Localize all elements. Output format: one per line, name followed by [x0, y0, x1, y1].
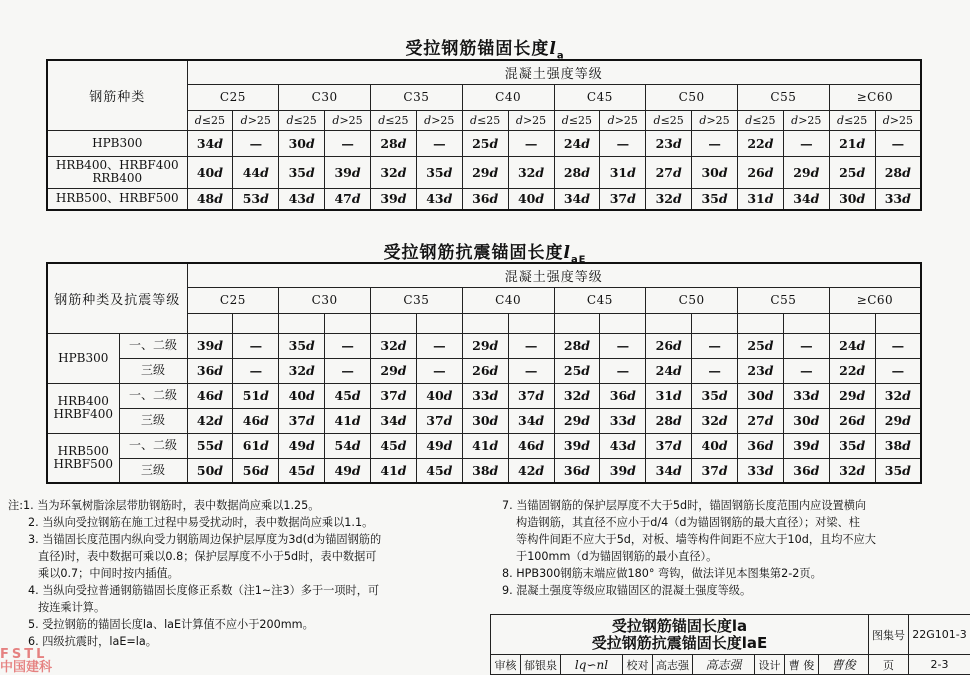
- anchorage-value: 39d: [371, 188, 417, 210]
- grade-4: C45: [554, 287, 646, 313]
- anchorage-value: 32d: [646, 188, 692, 210]
- anchorage-value: 37d: [371, 383, 417, 408]
- notes-right: [502, 497, 952, 599]
- anchorage-value: —: [508, 130, 554, 156]
- anchorage-value: —: [325, 358, 371, 383]
- seismic-level: 三级: [119, 408, 187, 433]
- anchorage-value: —: [416, 358, 462, 383]
- condition-gt25: d>25: [233, 110, 279, 130]
- anchorage-value: 37d: [646, 433, 692, 458]
- page-number: 2-3: [909, 655, 970, 675]
- anchorage-value: —: [233, 130, 279, 156]
- seismic-level: 一、二级: [119, 433, 187, 458]
- anchorage-value: 33d: [738, 458, 784, 483]
- seismic-level: 一、二级: [119, 333, 187, 358]
- condition-le25: [187, 313, 233, 333]
- seismic-level: 一、二级: [119, 383, 187, 408]
- anchorage-value: 24d: [554, 130, 600, 156]
- anchorage-value: 21d: [829, 130, 875, 156]
- steel-name: HRB500、HRBF500: [47, 188, 187, 210]
- anchorage-value: 23d: [646, 130, 692, 156]
- condition-le25: d≤25: [646, 110, 692, 130]
- anchorage-value: 29d: [829, 383, 875, 408]
- table-row: [47, 383, 921, 408]
- anchorage-value: 38d: [462, 458, 508, 483]
- anchorage-value: 28d: [371, 130, 417, 156]
- anchorage-value: 35d: [692, 188, 738, 210]
- anchorage-value: 32d: [279, 358, 325, 383]
- table-row: [47, 358, 921, 383]
- notes-left: [8, 497, 478, 650]
- anchorage-value: 40d: [187, 156, 233, 188]
- anchorage-value: 31d: [646, 383, 692, 408]
- anchorage-value: 28d: [554, 333, 600, 358]
- note-7-cont2: 等构件间距不应大于5d，对板、墙等构件间距不应大于10d，且均不应大: [516, 533, 876, 546]
- anchorage-value: 37d: [416, 408, 462, 433]
- note-7: 7. 当锚固钢筋的保护层厚度不大于5d时，锚固钢筋长度范围内应设置横向: [502, 499, 867, 512]
- anchorage-value: 48d: [187, 188, 233, 210]
- anchorage-value: 36d: [462, 188, 508, 210]
- anchorage-value: 33d: [783, 383, 829, 408]
- anchorage-value: —: [783, 358, 829, 383]
- anchorage-value: 29d: [371, 358, 417, 383]
- anchorage-value: 22d: [829, 358, 875, 383]
- anchorage-value: 29d: [783, 156, 829, 188]
- anchorage-value: —: [416, 333, 462, 358]
- anchorage-value: 34d: [508, 408, 554, 433]
- anchorage-value: 36d: [738, 433, 784, 458]
- steel-type-header: 钢筋种类: [47, 60, 187, 130]
- condition-gt25: [875, 313, 921, 333]
- note-6: 6. 四级抗震时，laE=la。: [28, 635, 157, 648]
- anchorage-value: 49d: [279, 433, 325, 458]
- anchorage-value: 36d: [783, 458, 829, 483]
- anchorage-value: 32d: [692, 408, 738, 433]
- anchorage-value: 37d: [600, 188, 646, 210]
- condition-gt25: d>25: [875, 110, 921, 130]
- anchorage-value: 39d: [600, 458, 646, 483]
- anchorage-value: 45d: [416, 458, 462, 483]
- anchorage-value: 47d: [325, 188, 371, 210]
- anchorage-value: 33d: [462, 383, 508, 408]
- grade-6: C55: [738, 84, 830, 110]
- anchorage-value: 32d: [829, 458, 875, 483]
- reviewer-signature: lq∽nl: [561, 655, 623, 675]
- grade-7: ≥C60: [829, 287, 921, 313]
- anchorage-value: 26d: [738, 156, 784, 188]
- anchorage-value: 56d: [233, 458, 279, 483]
- designer-name: 曹 俊: [785, 655, 819, 675]
- anchorage-value: 41d: [371, 458, 417, 483]
- grade-3: C40: [462, 84, 554, 110]
- condition-gt25: d>25: [600, 110, 646, 130]
- anchorage-value: 35d: [829, 433, 875, 458]
- grade-3: C40: [462, 287, 554, 313]
- steel-group-name: HRB400 HRBF400: [47, 383, 119, 433]
- steel-group-name: HPB300: [47, 333, 119, 383]
- anchorage-value: 35d: [279, 156, 325, 188]
- anchorage-value: —: [325, 130, 371, 156]
- anchorage-value: 34d: [187, 130, 233, 156]
- anchorage-value: 49d: [416, 433, 462, 458]
- anchorage-value: 30d: [829, 188, 875, 210]
- note-4-cont: 按连乘计算。: [38, 601, 106, 614]
- anchorage-value: 35d: [875, 458, 921, 483]
- anchorage-value: 29d: [462, 156, 508, 188]
- anchorage-value: —: [692, 333, 738, 358]
- note-9: 9. 混凝土强度等级应取锚固区的混凝土强度等级。: [502, 584, 752, 597]
- table-row: [47, 433, 921, 458]
- condition-le25: [738, 313, 784, 333]
- checker-signature: 高志强: [693, 655, 755, 675]
- anchorage-value: 40d: [416, 383, 462, 408]
- grade-4: C45: [554, 84, 646, 110]
- anchorage-value: —: [416, 130, 462, 156]
- anchorage-value: 28d: [875, 156, 921, 188]
- anchorage-value: 51d: [233, 383, 279, 408]
- anchorage-value: 49d: [325, 458, 371, 483]
- anchorage-value: 29d: [554, 408, 600, 433]
- anchorage-value: 28d: [554, 156, 600, 188]
- condition-le25: [279, 313, 325, 333]
- seismic-anchorage-length-table: [46, 262, 922, 484]
- condition-gt25: d>25: [508, 110, 554, 130]
- anchorage-value: 25d: [554, 358, 600, 383]
- grade-1: C30: [279, 287, 371, 313]
- concrete-grade-header: 混凝土强度等级: [187, 263, 921, 287]
- anchorage-value: 35d: [416, 156, 462, 188]
- anchorage-value: 22d: [738, 130, 784, 156]
- anchorage-value: —: [600, 130, 646, 156]
- condition-le25: [462, 313, 508, 333]
- anchorage-value: —: [875, 333, 921, 358]
- anchorage-value: 32d: [371, 156, 417, 188]
- anchorage-value: 30d: [783, 408, 829, 433]
- steel-seismic-header: 钢筋种类及抗震等级: [47, 263, 187, 333]
- anchorage-value: 44d: [233, 156, 279, 188]
- anchorage-value: 35d: [692, 383, 738, 408]
- grade-6: C55: [738, 287, 830, 313]
- table2-title: 受拉钢筋抗震锚固长度$l_{aE}$: [383, 243, 587, 266]
- watermark-logo: FSTL 中国建科: [0, 647, 53, 675]
- anchorage-value: —: [692, 358, 738, 383]
- anchorage-value: 39d: [187, 333, 233, 358]
- condition-gt25: d>25: [783, 110, 829, 130]
- note-2: 2. 当纵向受拉钢筋在施工过程中易受扰动时，表中数据尚应乘以1.1。: [28, 516, 374, 529]
- anchorage-value: 32d: [508, 156, 554, 188]
- seismic-level: 三级: [119, 458, 187, 483]
- anchorage-value: 33d: [875, 188, 921, 210]
- condition-gt25: [783, 313, 829, 333]
- anchorage-value: 55d: [187, 433, 233, 458]
- grade-0: C25: [187, 287, 279, 313]
- anchorage-value: —: [692, 130, 738, 156]
- anchorage-value: 25d: [738, 333, 784, 358]
- anchorage-value: 23d: [738, 358, 784, 383]
- note-3-cont: 直径)时，表中数据可乘以0.8；保护层厚度不小于5d时，表中数据可: [38, 550, 377, 563]
- grade-1: C30: [279, 84, 371, 110]
- anchorage-value: 39d: [325, 156, 371, 188]
- grade-5: C50: [646, 84, 738, 110]
- checker-name: 高志强: [653, 655, 693, 675]
- design-label: 设计: [755, 655, 785, 675]
- title-block-title: 受拉钢筋锚固长度la 受拉钢筋抗震锚固长度laE: [491, 615, 869, 655]
- anchorage-value: 34d: [554, 188, 600, 210]
- anchorage-value: 37d: [279, 408, 325, 433]
- condition-le25: [554, 313, 600, 333]
- anchorage-value: 45d: [325, 383, 371, 408]
- steel-name: HPB300: [47, 130, 187, 156]
- anchorage-value: 42d: [508, 458, 554, 483]
- condition-le25: d≤25: [187, 110, 233, 130]
- anchorage-value: —: [508, 358, 554, 383]
- anchorage-value: —: [600, 358, 646, 383]
- anchorage-value: 40d: [692, 433, 738, 458]
- atlas-label: 图集号: [869, 615, 909, 655]
- anchorage-value: 32d: [371, 333, 417, 358]
- steel-group-name: HRB500 HRBF500: [47, 433, 119, 483]
- grade-7: ≥C60: [829, 84, 921, 110]
- anchorage-value: 40d: [279, 383, 325, 408]
- anchorage-value: 61d: [233, 433, 279, 458]
- table-row: [47, 458, 921, 483]
- anchorage-value: —: [783, 333, 829, 358]
- anchorage-value: 27d: [738, 408, 784, 433]
- anchorage-value: 29d: [875, 408, 921, 433]
- anchorage-value: —: [875, 130, 921, 156]
- condition-le25: d≤25: [279, 110, 325, 130]
- anchorage-value: 39d: [554, 433, 600, 458]
- condition-gt25: d>25: [325, 110, 371, 130]
- condition-le25: [829, 313, 875, 333]
- table-row: [47, 156, 921, 188]
- anchorage-value: 36d: [554, 458, 600, 483]
- note-4: 4. 当纵向受拉普通钢筋锚固长度修正系数（注1~注3）多于一项时，可: [28, 584, 380, 597]
- table-row: [47, 408, 921, 433]
- anchorage-value: 34d: [783, 188, 829, 210]
- table-row: [47, 333, 921, 358]
- condition-le25: d≤25: [738, 110, 784, 130]
- anchorage-value: 30d: [692, 156, 738, 188]
- note-8: 8. HPB300钢筋末端应做180° 弯钩，做法详见本图集第2-2页。: [502, 567, 822, 580]
- anchorage-value: 50d: [187, 458, 233, 483]
- anchorage-value: 41d: [325, 408, 371, 433]
- anchorage-value: 37d: [692, 458, 738, 483]
- anchorage-value: 39d: [783, 433, 829, 458]
- anchorage-value: 42d: [187, 408, 233, 433]
- anchorage-value: 30d: [738, 383, 784, 408]
- anchorage-value: 26d: [829, 408, 875, 433]
- grade-2: C35: [371, 84, 463, 110]
- designer-signature: 曹俊: [819, 655, 869, 675]
- anchorage-value: 30d: [279, 130, 325, 156]
- condition-gt25: [416, 313, 462, 333]
- condition-gt25: d>25: [692, 110, 738, 130]
- condition-le25: d≤25: [371, 110, 417, 130]
- note-5: 5. 受拉钢筋的锚固长度la、laE计算值不应小于200mm。: [28, 618, 314, 631]
- anchorage-value: 30d: [462, 408, 508, 433]
- seismic-level: 三级: [119, 358, 187, 383]
- condition-le25: d≤25: [554, 110, 600, 130]
- reviewer-name: 郁银泉: [521, 655, 561, 675]
- anchorage-value: 35d: [279, 333, 325, 358]
- anchorage-value: —: [783, 130, 829, 156]
- anchorage-value: 27d: [646, 156, 692, 188]
- title-block: [490, 614, 970, 675]
- anchorage-value: 31d: [738, 188, 784, 210]
- table1-title: 受拉钢筋锚固长度$l_a$: [405, 39, 565, 62]
- grade-2: C35: [371, 287, 463, 313]
- anchorage-value: 29d: [462, 333, 508, 358]
- anchorage-value: 53d: [233, 188, 279, 210]
- anchorage-value: 36d: [187, 358, 233, 383]
- anchorage-value: 43d: [279, 188, 325, 210]
- anchorage-value: 41d: [462, 433, 508, 458]
- check-label: 校对: [623, 655, 653, 675]
- condition-le25: [646, 313, 692, 333]
- page-label: 页: [869, 655, 909, 675]
- anchorage-value: 40d: [508, 188, 554, 210]
- anchorage-value: 34d: [371, 408, 417, 433]
- anchorage-value: —: [600, 333, 646, 358]
- anchorage-value: —: [233, 358, 279, 383]
- condition-le25: d≤25: [462, 110, 508, 130]
- anchorage-value: 38d: [875, 433, 921, 458]
- anchorage-value: 46d: [508, 433, 554, 458]
- note-3-cont2: 乘以0.7；中间时按内插值。: [38, 567, 179, 580]
- table-row: [47, 188, 921, 210]
- review-label: 审核: [491, 655, 521, 675]
- condition-gt25: [233, 313, 279, 333]
- anchorage-value: 24d: [646, 358, 692, 383]
- condition-le25: [371, 313, 417, 333]
- condition-gt25: [692, 313, 738, 333]
- anchorage-value: —: [875, 358, 921, 383]
- note-3: 3. 当锚固长度范围内纵向受力钢筋周边保护层厚度为3d(d为锚固钢筋的: [28, 533, 382, 546]
- grade-5: C50: [646, 287, 738, 313]
- anchorage-value: 26d: [646, 333, 692, 358]
- note-7-cont: 构造钢筋，其直径不应小于d/4（d为锚固钢筋的最大直径）；对梁、柱: [516, 516, 860, 529]
- anchorage-value: 32d: [875, 383, 921, 408]
- anchorage-value: 25d: [462, 130, 508, 156]
- anchorage-value: 28d: [646, 408, 692, 433]
- condition-gt25: [325, 313, 371, 333]
- note-1: 注:1. 当为环氧树脂涂层带肋钢筋时，表中数据尚应乘以1.25。: [8, 499, 320, 512]
- condition-gt25: d>25: [416, 110, 462, 130]
- grade-0: C25: [187, 84, 279, 110]
- note-7-cont3: 于100mm（d为锚固钢筋的最小直径）。: [516, 550, 718, 563]
- concrete-grade-header: 混凝土强度等级: [187, 60, 921, 84]
- anchorage-value: 45d: [279, 458, 325, 483]
- anchorage-value: 33d: [600, 408, 646, 433]
- anchorage-value: 46d: [233, 408, 279, 433]
- anchorage-value: 43d: [416, 188, 462, 210]
- anchorage-value: 36d: [600, 383, 646, 408]
- anchorage-value: 31d: [600, 156, 646, 188]
- anchorage-value: 46d: [187, 383, 233, 408]
- anchorage-value: —: [325, 333, 371, 358]
- anchorage-value: —: [508, 333, 554, 358]
- anchorage-value: 34d: [646, 458, 692, 483]
- anchorage-value: 54d: [325, 433, 371, 458]
- condition-le25: d≤25: [829, 110, 875, 130]
- anchorage-value: 24d: [829, 333, 875, 358]
- steel-name: HRB400、HRBF400 RRB400: [47, 156, 187, 188]
- atlas-number: 22G101-3: [909, 615, 970, 655]
- anchorage-value: 37d: [508, 383, 554, 408]
- anchorage-value: —: [233, 333, 279, 358]
- anchorage-value: 45d: [371, 433, 417, 458]
- anchorage-value: 26d: [462, 358, 508, 383]
- anchorage-value: 32d: [554, 383, 600, 408]
- anchorage-value: 25d: [829, 156, 875, 188]
- condition-gt25: [508, 313, 554, 333]
- anchorage-value: 43d: [600, 433, 646, 458]
- condition-gt25: [600, 313, 646, 333]
- anchorage-length-table: [46, 59, 922, 211]
- table-row: [47, 130, 921, 156]
